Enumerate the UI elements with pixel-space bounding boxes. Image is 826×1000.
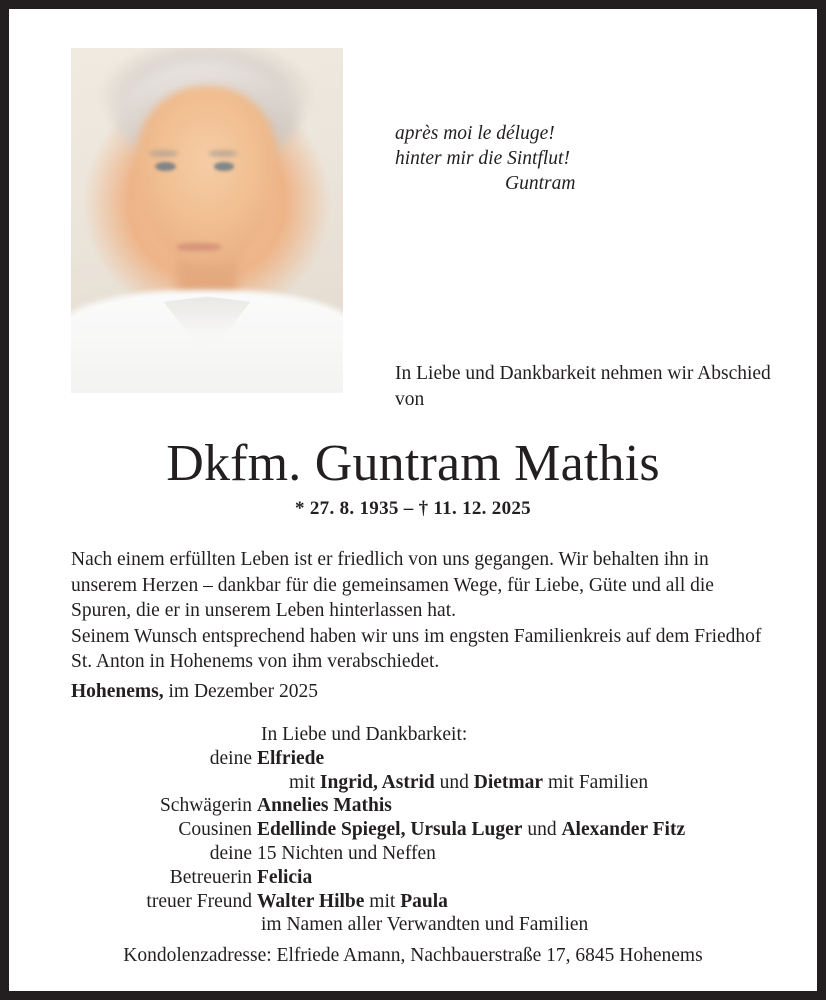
portrait-eye-right <box>214 162 234 171</box>
mourner-row <box>9 890 817 914</box>
epitaph-signature: Guntram <box>505 173 576 194</box>
epitaph-line-1: après moi le déluge! <box>395 123 555 144</box>
mourner-label: deine <box>209 747 252 769</box>
portrait-brow-left <box>149 150 179 157</box>
mourner-label: Schwägerin <box>159 795 252 817</box>
mourner-row <box>9 771 817 795</box>
epitaph-line-2: hinter mir die Sintflut! <box>395 148 570 169</box>
portrait-brow-right <box>208 150 238 157</box>
notice-inner-panel <box>9 9 817 991</box>
mourner-row <box>9 794 817 818</box>
mourner-row <box>9 818 817 842</box>
condolence-address: Kondolenzadresse: Elfriede Amann, Nachbauerstraße 17, 6845 Hohenems <box>123 945 703 966</box>
mourner-value: mit Ingrid, Astrid und Dietmar mit Familien <box>289 771 649 793</box>
mourners-heading: In Liebe und Dankbarkeit: <box>261 724 468 745</box>
mourner-row <box>9 866 817 890</box>
mourner-label: Cousinen <box>178 819 252 841</box>
mourner-row <box>9 747 817 771</box>
body-paragraph-2: Seinem Wunsch entsprechend haben wir uns im engsten Familienkreis auf dem Friedhof St. Anton in Hohenems von ihm verabschiedet. <box>71 625 762 672</box>
body-text <box>71 547 771 675</box>
portrait-eye-left <box>155 162 175 171</box>
mourner-label: deine <box>209 842 252 864</box>
mourner-rows <box>9 747 817 914</box>
mourner-value: Elfriede <box>257 747 325 769</box>
place-name: Hohenems, <box>71 681 164 702</box>
portrait-photo-image <box>71 48 343 393</box>
mourner-value: Annelies Mathis <box>257 795 392 817</box>
mourner-value: 15 Nichten und Neffen <box>257 842 436 864</box>
body-paragraph-1: Nach einem erfüllten Leben ist er friedlich von uns gegangen. Wir behalten ihn in unserem Herzen – dankbar für die gemeinsamen Wege, für Liebe, Güte und all die Spuren, die er in unserem Leben hinterlassen hat. <box>71 549 714 621</box>
mourner-value: Edellinde Spiegel, Ursula Luger und Alexander Fitz <box>257 819 686 841</box>
epitaph <box>395 121 575 196</box>
portrait-photo <box>71 48 343 393</box>
deceased-name: Dkfm. Guntram Mathis <box>166 435 660 492</box>
mourners-footer: im Namen aller Verwandten und Familien <box>261 914 589 936</box>
place-date-line <box>71 679 318 705</box>
portrait-face <box>136 86 277 265</box>
mourner-value: Walter Hilbe mit Paula <box>257 890 448 912</box>
mourners-block <box>9 723 817 937</box>
mourner-label: Betreuerin <box>169 866 252 888</box>
mourner-label: treuer Freund <box>146 890 252 912</box>
place-date: im Dezember 2025 <box>163 681 318 702</box>
mourner-row <box>9 842 817 866</box>
mourner-value: Felicia <box>257 866 313 888</box>
intro-text: In Liebe und Dankbarkeit nehmen wir Abschied von <box>395 363 771 410</box>
deceased-dates: * 27. 8. 1935 – † 11. 12. 2025 <box>295 498 531 519</box>
